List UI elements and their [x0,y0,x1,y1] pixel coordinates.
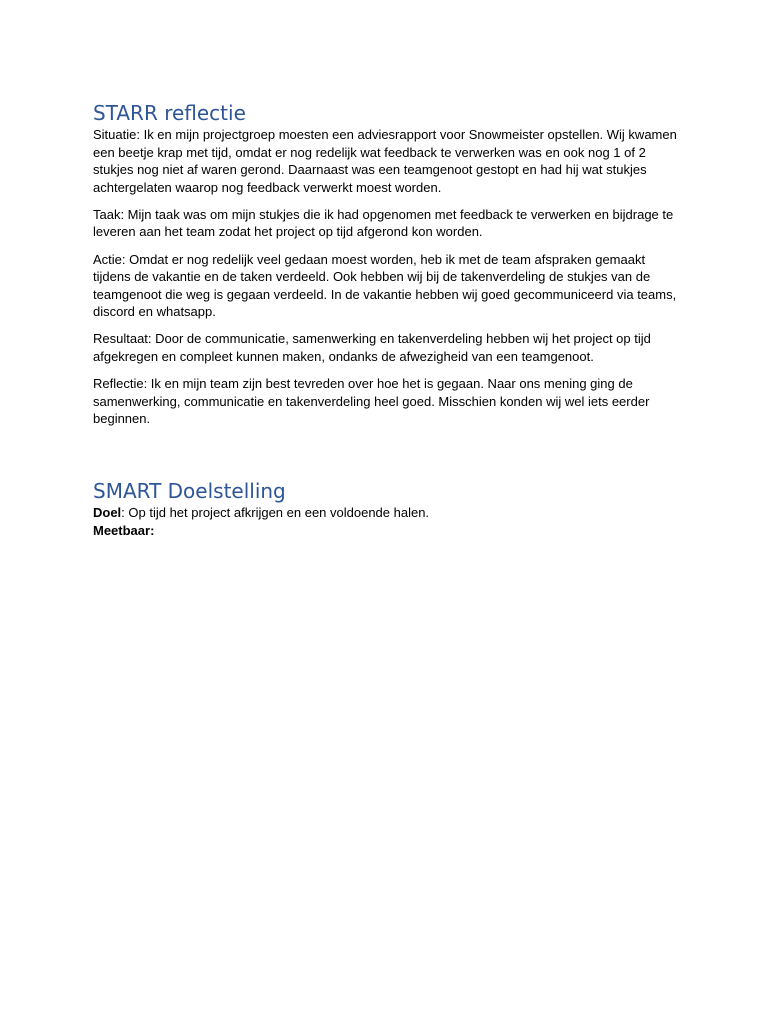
paragraph-resultaat: Resultaat: Door de communicatie, samenwerking en takenverdeling hebben wij het project op tijd afgekregen en compleet kunnen maken, ondanks de afwezigheid van een teamgenoot. [93,331,651,365]
section-spacer [93,428,683,478]
meetbaar-line [93,522,683,540]
doel-text: : Op tijd het project afkrijgen en een voldoende halen. [121,504,430,520]
meetbaar-label: Meetbaar: [93,522,155,538]
paragraph-taak: Taak: Mijn taak was om mijn stukjes die ik had opgenomen met feedback te verwerken en bijdrage te leveren aan het team zodat het project op tijd afgerond kon worden. [93,206,674,240]
smart-heading: SMART Doelstelling [93,478,286,503]
paragraph-actie: Actie: Omdat er nog redelijk veel gedaan moest worden, heb ik met de team afspraken gemaakt tijdens de vakantie en de taken verdeeld. Ook hebben wij bij de takenverdeling de stukjes van de teamgenoot die weg is gegaan verdeeld. In de vakantie hebben wij goed gecommuniceerd via teams, discord en whatsapp. [93,251,677,320]
doel-line [93,504,683,522]
doel-label: Doel [93,504,122,520]
paragraph-reflectie: Reflectie: Ik en mijn team zijn best tevreden over hoe het is gegaan. Naar ons mening ging de samenwerking, communicatie en takenverdeling heel goed. Misschien konden wij wel iets eerder beginnen. [93,376,650,427]
paragraph-situatie: Situatie: Ik en mijn projectgroep moesten een adviesrapport voor Snowmeister opstellen. Wij kwamen een beetje krap met tijd, omdat er nog redelijk wat feedback te verwerken was en ook nog 1 of 2 stukjes nog niet af waren gerond. Daarnaast was een teamgenoot gestopt en had hij wat stukjes achtergelaten waarop nog feedback verwerkt moest worden. [93,127,677,195]
starr-heading: STARR reflectie [93,101,246,125]
document-page [93,100,683,540]
